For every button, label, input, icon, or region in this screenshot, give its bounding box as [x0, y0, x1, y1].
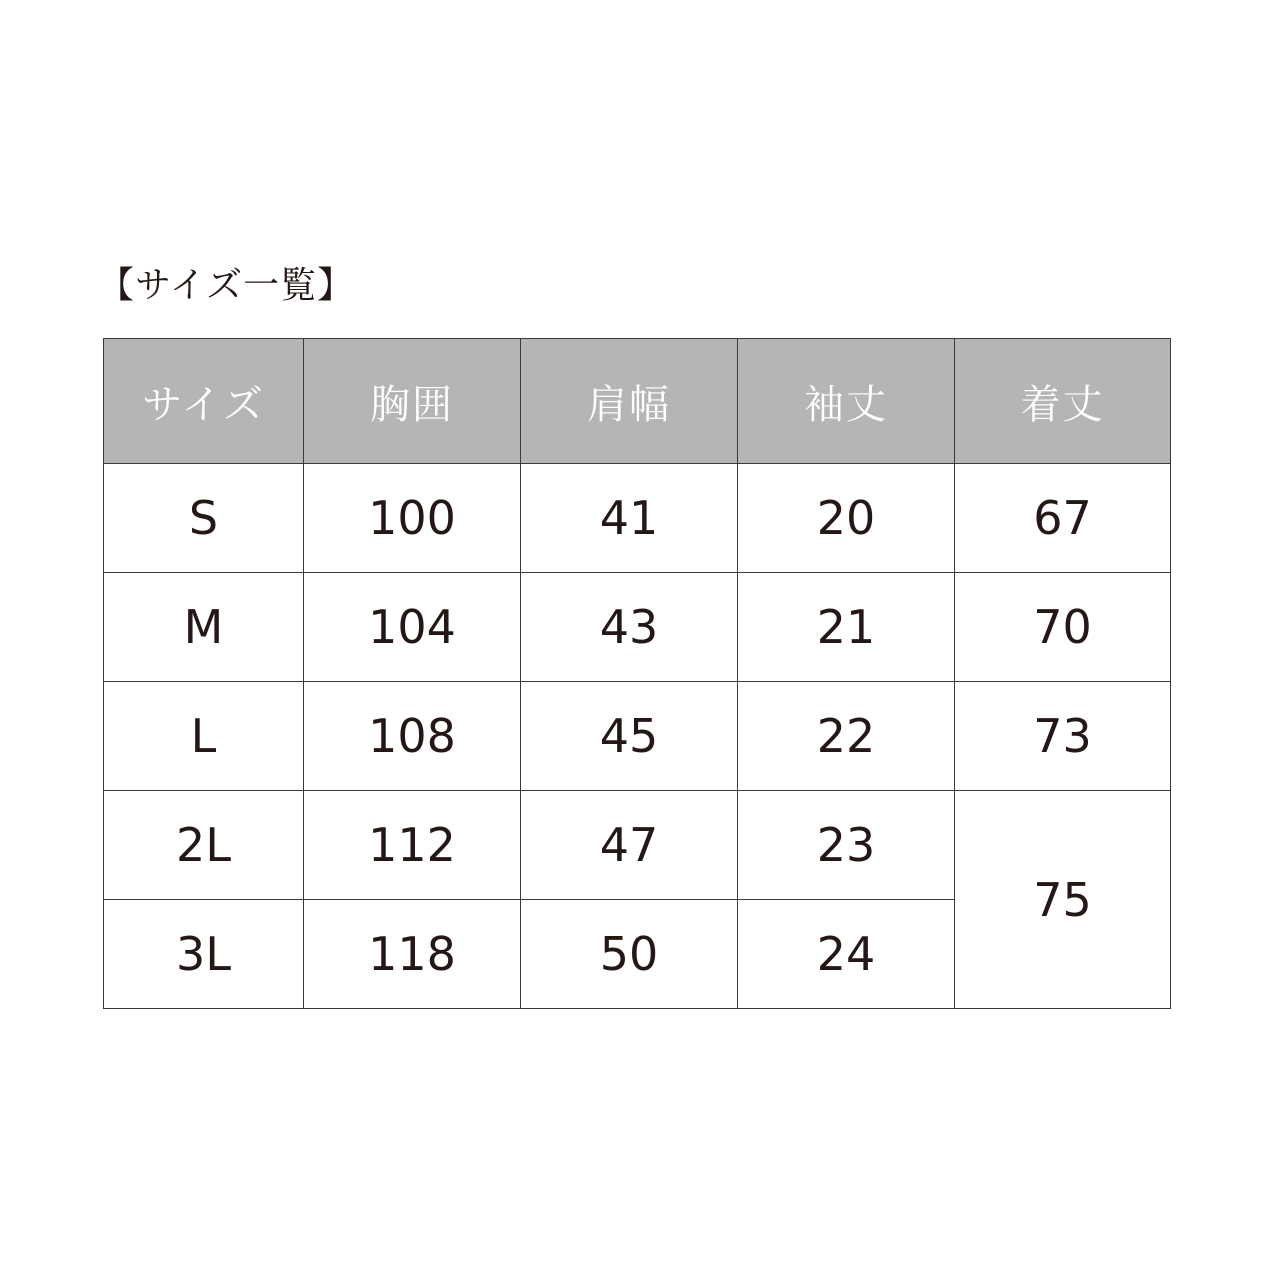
cell-size: L [104, 682, 304, 791]
cell-sleeve: 20 [738, 464, 955, 573]
cell-chest: 100 [304, 464, 521, 573]
cell-length: 73 [955, 682, 1171, 791]
header-size: サイズ [104, 339, 304, 464]
cell-size: 2L [104, 791, 304, 900]
cell-sleeve: 21 [738, 573, 955, 682]
cell-length: 70 [955, 573, 1171, 682]
table-row [104, 682, 1171, 791]
cell-sleeve: 24 [738, 900, 955, 1009]
cell-sleeve: 22 [738, 682, 955, 791]
cell-size: M [104, 573, 304, 682]
table-row [104, 791, 1171, 900]
cell-chest: 104 [304, 573, 521, 682]
page-title: 【サイズ一覧】 [98, 265, 355, 306]
cell-shoulder: 47 [521, 791, 738, 900]
cell-size: 3L [104, 900, 304, 1009]
header-shoulder: 肩幅 [521, 339, 738, 464]
table-body [104, 464, 1171, 1009]
header-row [104, 339, 1171, 464]
cell-size: S [104, 464, 304, 573]
cell-shoulder: 50 [521, 900, 738, 1009]
cell-shoulder: 43 [521, 573, 738, 682]
table-row [104, 464, 1171, 573]
cell-length-merged: 75 [955, 791, 1171, 1009]
header-sleeve: 袖丈 [738, 339, 955, 464]
cell-length: 67 [955, 464, 1171, 573]
table-row [104, 573, 1171, 682]
cell-chest: 112 [304, 791, 521, 900]
cell-chest: 108 [304, 682, 521, 791]
cell-chest: 118 [304, 900, 521, 1009]
cell-shoulder: 45 [521, 682, 738, 791]
header-length: 着丈 [955, 339, 1171, 464]
cell-shoulder: 41 [521, 464, 738, 573]
size-table [103, 338, 1171, 1009]
header-chest: 胸囲 [304, 339, 521, 464]
table-header [104, 339, 1171, 464]
cell-sleeve: 23 [738, 791, 955, 900]
